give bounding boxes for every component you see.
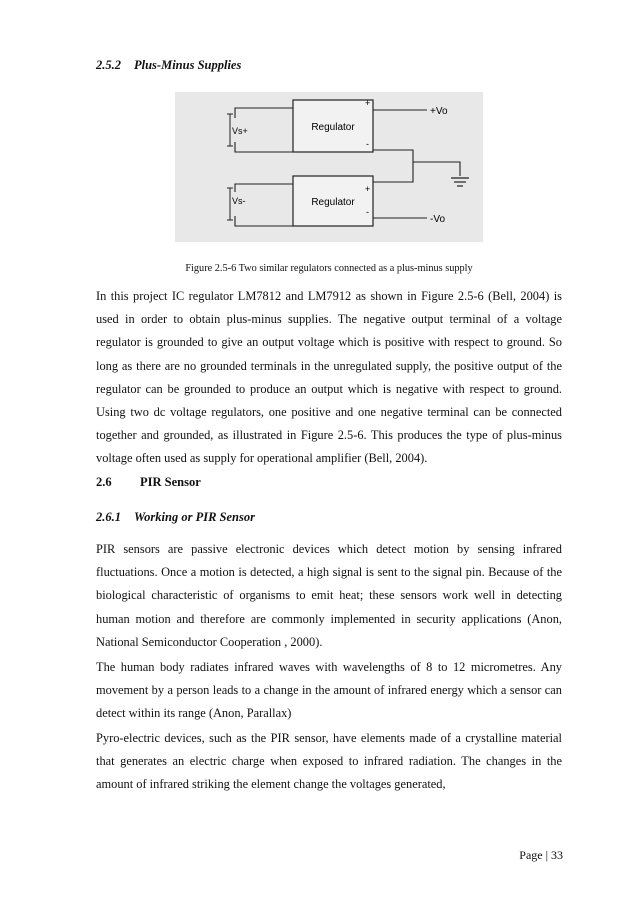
figure-caption: Figure 2.5-6 Two similar regulators connected as a plus-minus supply <box>185 263 473 274</box>
upper-input-top-wire <box>235 108 293 118</box>
section-title: PIR Sensor <box>140 475 201 489</box>
vs-plus-label: Vs+ <box>232 126 248 136</box>
page-number: Page | 33 <box>519 848 563 862</box>
lower-input-top-wire <box>235 184 293 192</box>
section-heading-2-5-2 <box>96 58 241 73</box>
paragraph-plus-minus: In this project IC regulator LM7812 and LM7912 as shown in Figure 2.5-6 (Bell, 2004) is used in order to obtain plus-minus supplies. The negative output terminal of a voltage regulator is grounded to give an output voltage which is positive with respect to ground. So long as there are no grounded terminals in the unregulated supply, the positive output of the regulator can be grounded to produce an output which is negative with respect to ground. Using two dc voltage regulators, one positive and one negative terminal can be connected together and grounded, as illustrated in Figure 2.5-6. This produces the type of plus-minus voltage often used as supply for operational amplifier (Bell, 2004). <box>96 289 562 466</box>
lower-regulator-label: Regulator <box>311 197 355 208</box>
section-title: Plus-Minus Supplies <box>134 58 242 72</box>
common-ground-wire <box>373 150 413 182</box>
paragraph-pir-3: Pyro-electric devices, such as the PIR sensor, have elements made of a crystalline material that generates an electric charge when exposed to infrared radiation. The changes in the amount of infrared striking the element change the voltages generated, <box>96 731 562 792</box>
upper-plus-terminal: + <box>365 98 371 108</box>
ground-icon <box>451 178 469 186</box>
lower-input-bottom-wire <box>235 216 293 226</box>
section-number: 2.5.2 <box>96 58 121 72</box>
section-heading-2-6-1 <box>96 510 255 525</box>
section-title: Working or PIR Sensor <box>134 510 255 524</box>
upper-input-bottom-wire <box>235 142 293 152</box>
ground-lead <box>413 162 460 176</box>
plus-minus-supply-diagram <box>175 92 483 242</box>
section-number: 2.6.1 <box>96 510 121 524</box>
upper-minus-terminal: - <box>366 139 369 149</box>
minus-vo-label: -Vo <box>430 214 446 225</box>
lower-minus-terminal: - <box>366 207 369 217</box>
paragraph-pir-2: The human body radiates infrared waves with wavelengths of 8 to 12 micrometres. Any movement by a person leads to a change in the amount of infrared energy which a sensor can detect within its range (Anon, Parallax) <box>96 660 562 721</box>
section-heading-2-6 <box>96 475 201 490</box>
vs-minus-label: Vs- <box>232 196 246 206</box>
lower-plus-terminal: + <box>365 184 371 194</box>
section-number: 2.6 <box>96 475 112 489</box>
circuit-figure <box>175 92 483 242</box>
paragraph-pir-1: PIR sensors are passive electronic devices which detect motion by sensing infrared fluctuations. Once a motion is detected, a high signal is sent to the signal pin. Because of the biological characteristic of organisms to emit heat; these sensors work well in detecting human motion and therefore are commonly implemented in security applications (Anon, National Semiconductor Cooperation , 2000). <box>96 542 562 649</box>
plus-vo-label: +Vo <box>430 106 448 117</box>
upper-regulator-label: Regulator <box>311 122 355 133</box>
